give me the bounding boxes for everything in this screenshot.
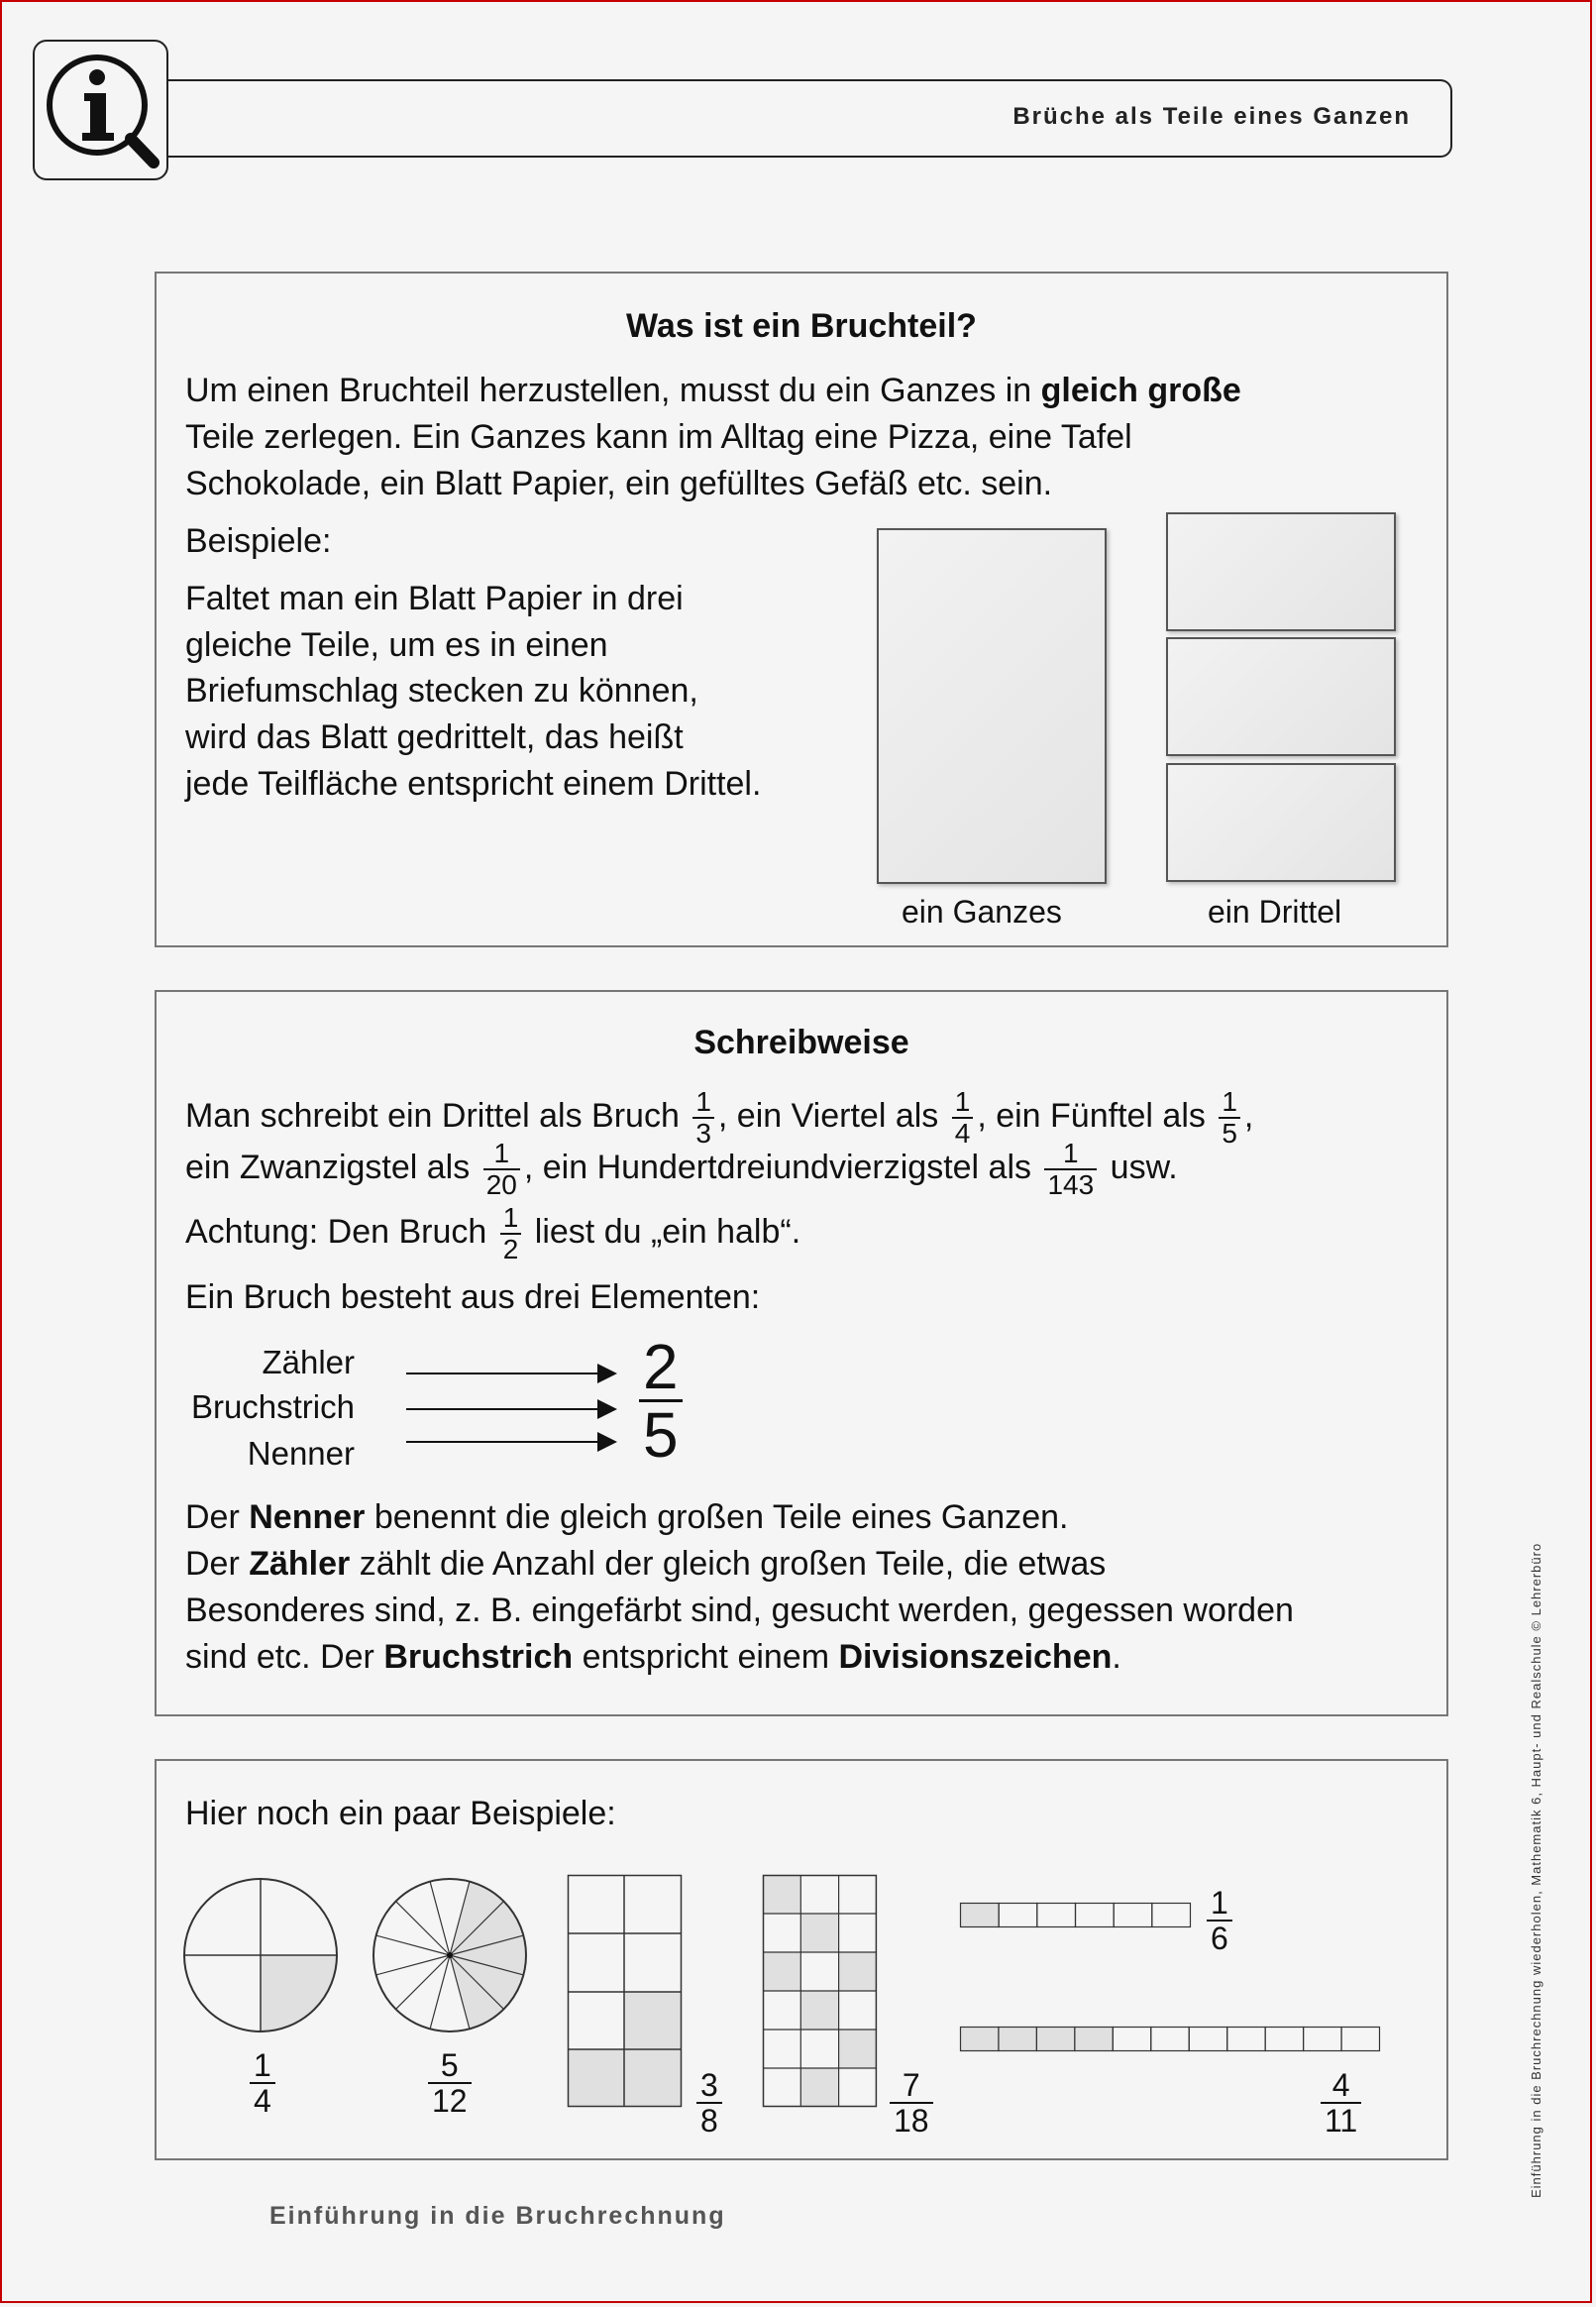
bar-cell [1265,2028,1303,2051]
grid-eighteenths-diagram [763,1875,882,2108]
text-span: ein Zwanzigstel als [185,1149,471,1186]
text-span: Achtung: Den Bruch [185,1213,487,1251]
bold-text: Zähler [249,1545,351,1583]
info-magnifier-icon [35,42,170,182]
denominator: 6 [1211,1921,1228,1956]
bar-cell [1037,1904,1076,1927]
text-span: liest du „ein halb“. [534,1213,801,1251]
numerator: 1 [1044,1139,1097,1170]
fraction-1-6 [1207,1886,1232,1955]
fraction-1-4 [250,2048,275,2118]
numerator: 2 [639,1334,683,1402]
bar-cell [1076,1904,1115,1927]
shaded-cell [800,1991,838,2030]
label-bruchstrich: Bruchstrich [190,1388,355,1425]
text-span: Der [185,1545,250,1583]
shaded-bar-cell [1036,2028,1074,2051]
third-paper-piece [1166,637,1396,756]
paragraph-bruchstrich [185,1634,1121,1681]
bar-cell [999,1904,1037,1927]
denominator: 5 [1222,1118,1237,1150]
numerator: 1 [250,2048,275,2084]
info-logo [33,40,168,180]
text-span: zählt die Anzahl der gleich großen Teile, die etwas [350,1545,1107,1583]
section-bruchteil [155,272,1448,947]
numerator: 3 [696,2068,722,2104]
shaded-cell [568,2049,624,2107]
text-span: usw. [1110,1149,1178,1186]
footer-text: Einführung in die Bruchrechnung [269,2202,726,2230]
text-span: . [1112,1638,1121,1676]
header-bar [168,79,1452,158]
bold-text: Divisionszeichen [838,1638,1113,1676]
page-title: Brüche als Teile eines Ganzen [1012,103,1411,130]
whole-paper-illustration [877,528,1107,884]
denominator: 18 [894,2103,929,2139]
denominator: 8 [700,2103,718,2139]
circle-twelfths-diagram [372,1878,531,2036]
fraction-7-18 [890,2068,933,2138]
shaded-bar-cell [961,1904,1000,1927]
examples-label: Beispiele: [185,522,332,560]
denominator: 11 [1325,2103,1358,2139]
numerator: 5 [428,2048,472,2084]
bar-cell [1151,2028,1189,2051]
text-span: Man schreibt ein Drittel als Bruch [185,1097,680,1135]
denominator: 3 [695,1118,711,1150]
text-span: Um einen Bruchteil herzustellen, musst du ein Ganzes in [185,372,1041,409]
shaded-cell [800,2068,838,2107]
bold-text: Bruchstrich [383,1638,574,1676]
bar-sixths-diagram [960,1903,1198,1932]
example-fraction-2-5 [639,1331,683,1471]
numerator: 4 [1321,2068,1361,2104]
text-span: Der [185,1498,250,1536]
intro-line-2: Teile zerlegen. Ein Ganzes kann im Alltag eine Pizza, eine Tafel [185,418,1132,456]
denominator: 143 [1047,1169,1095,1201]
intro-line-1 [185,368,1241,414]
denominator: 20 [485,1169,517,1201]
fraction-4-11 [1321,2068,1361,2138]
text-span: , ein Fünftel als [977,1097,1206,1135]
text-span: , ein Viertel als [717,1097,939,1135]
shaded-cell [624,2049,682,2107]
text-span: entspricht einem [573,1638,839,1676]
denominator: 4 [254,2083,271,2119]
caption-whole: ein Ganzes [902,894,1062,930]
bar-cell [1341,2028,1379,2051]
example-line: Briefumschlag stecken zu können, [185,672,698,710]
text-span: , [1243,1097,1254,1135]
denominator: 5 [643,1399,679,1471]
section-heading: Schreibweise [693,1024,909,1061]
paragraph-line: Besonderes sind, z. B. eingefärbt sind, gesucht werden, gegessen worden [185,1592,1294,1629]
shaded-cell [763,1875,800,1914]
bar-cell [1113,2028,1150,2051]
section-examples [155,1759,1448,2160]
circle-quarters-diagram [183,1878,342,2036]
label-zaehler: Zähler [262,1344,355,1380]
example-line: gleiche Teile, um es in einen [185,626,608,664]
examples-heading: Hier noch ein paar Beispiele: [185,1795,616,1832]
numerator: 1 [952,1087,974,1119]
numerator: 1 [483,1139,520,1170]
example-line: Faltet man ein Blatt Papier in drei [185,580,684,617]
numerator: 1 [1207,1886,1232,1922]
numerator: 1 [500,1203,522,1235]
intro-line-3: Schokolade, ein Blatt Papier, ein gefülltes Gefäß etc. sein. [185,465,1053,502]
paragraph-nenner [185,1494,1068,1541]
bar-cell [1152,1904,1191,1927]
rectangle-eighths-diagram [568,1875,687,2108]
bold-text: Nenner [249,1498,366,1536]
shaded-cell [800,1914,838,1952]
shaded-cell [763,1952,800,1991]
fraction-3-8 [696,2068,722,2138]
third-paper-piece [1166,763,1396,882]
caption-third: ein Drittel [1208,894,1342,930]
numerator: 1 [692,1087,714,1119]
numerator: 7 [890,2068,933,2104]
example-line: wird das Blatt gedrittelt, das heißt [185,718,684,756]
shaded-bar-cell [1075,2028,1113,2051]
bold-text: gleich große [1040,372,1241,409]
denominator: 4 [954,1118,971,1150]
fraction-5-12 [428,2048,472,2118]
text-span: sind etc. Der [185,1638,384,1676]
third-paper-piece [1166,512,1396,631]
bar-cell [1114,1904,1152,1927]
bar-cell [1189,2028,1226,2051]
notation-line-4: Ein Bruch besteht aus drei Elementen: [185,1278,761,1316]
bar-cell [1304,2028,1341,2051]
text-span: benennt die gleich großen Teile eines Ganzen. [365,1498,1069,1536]
example-line: jede Teilfläche entspricht einem Drittel. [185,765,762,803]
bar-elevenths-diagram [960,2027,1386,2056]
shaded-cell [839,1952,877,1991]
side-credit: Einführung in die Bruchrechnung wiederholen, Mathematik 6, Haupt- und Realschule © Lehrerbüro [1529,1542,1543,2198]
section-schreibweise [155,990,1448,1716]
shaded-cell [624,1992,682,2049]
numerator: 1 [1219,1087,1240,1119]
text-span: , ein Hundertdreiundvierzigstel als [523,1149,1032,1186]
denominator: 12 [432,2083,468,2119]
bar-cell [1227,2028,1265,2051]
label-nenner: Nenner [247,1435,355,1472]
paragraph-zaehler [185,1541,1106,1588]
shaded-bar-cell [999,2028,1036,2051]
shaded-bar-cell [961,2028,999,2051]
shaded-cell [839,2030,877,2068]
section-heading: Was ist ein Bruchteil? [626,307,977,345]
denominator: 2 [502,1234,519,1265]
